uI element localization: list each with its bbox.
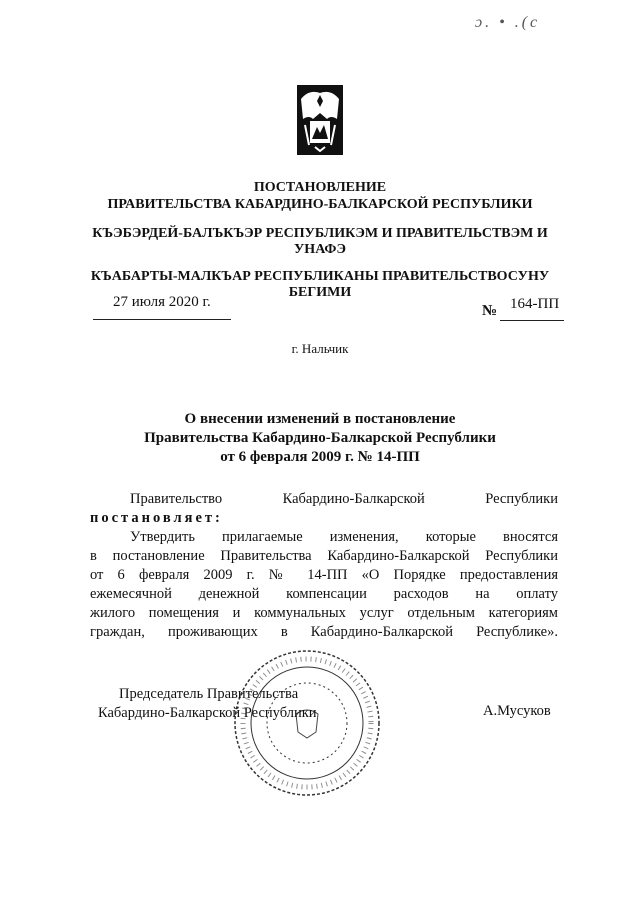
body-line-8: граждан, проживающих в Кабардино-Балкарской Республике». <box>90 624 558 640</box>
number-underline <box>500 320 564 321</box>
body-line-6: ежемесячной денежной компенсации расходов на оплату <box>90 586 558 602</box>
document-date: 27 июля 2020 г. <box>113 294 211 310</box>
document-number: 164-ПП <box>510 296 560 312</box>
body-line-2: постановляет: <box>90 510 223 526</box>
issuer-heading-balkar-line1: КЪАБАРТЫ-МАЛКЪАР РЕСПУБЛИКАНЫ ПРАВИТЕЛЬСТВОСУНУ <box>90 269 550 284</box>
official-seal-stamp <box>232 648 382 798</box>
title-line-3: от 6 февраля 2009 г. № 14-ПП <box>220 449 420 465</box>
number-sign: № <box>482 303 498 319</box>
issuer-heading-kabardian-line2: УНАФЭ <box>294 242 346 257</box>
body-line-1: Правительство Кабардино-Балкарской Республики <box>130 491 558 507</box>
signatory-name: А.Мусуков <box>483 703 551 719</box>
coat-of-arms-emblem <box>297 85 343 155</box>
body-line-3: Утвердить прилагаемые изменения, которые вносятся <box>130 529 558 545</box>
title-line-2: Правительства Кабардино-Балкарской Республики <box>144 430 496 446</box>
handwritten-corner-note: ɔ. • .(c <box>475 14 541 31</box>
city-name: г. Нальчик <box>291 341 349 356</box>
body-line-7: жилого помещения и коммунальных услуг отдельным категориям <box>90 605 558 621</box>
signatory-title-line-1: Председатель Правительства <box>119 686 299 702</box>
issuer-heading-kabardian-line1: КЪЭБЭРДЕЙ-БАЛЪКЪЭР РЕСПУБЛИКЭМ И ПРАВИТЕЛЬСТВЭМ И <box>92 226 548 241</box>
signatory-title-line-2: Кабардино-Балкарской Республики <box>98 705 317 721</box>
doc-type-heading: ПОСТАНОВЛЕНИЕ <box>253 180 387 195</box>
issuer-heading-russian: ПРАВИТЕЛЬСТВА КАБАРДИНО-БАЛКАРСКОЙ РЕСПУБЛИКИ <box>107 197 533 212</box>
issuer-heading-balkar-line2: БЕГИМИ <box>288 285 352 300</box>
title-line-1: О внесении изменений в постановление <box>184 411 456 427</box>
body-line-5: от 6 февраля 2009 г. № 14-ПП «О Порядке предоставления <box>90 567 558 583</box>
date-underline <box>93 319 231 320</box>
body-line-4: в постановление Правительства Кабардино-Балкарской Республики <box>90 548 558 564</box>
